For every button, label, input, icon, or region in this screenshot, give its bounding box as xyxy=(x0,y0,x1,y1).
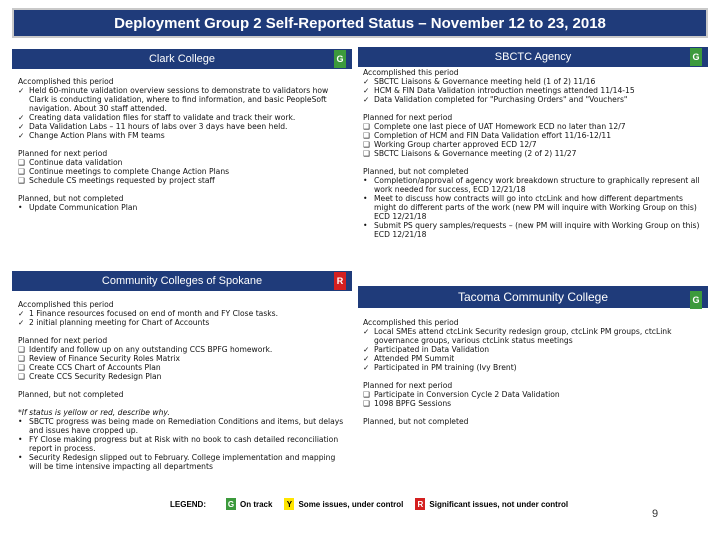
list-item xyxy=(18,435,350,453)
list-item xyxy=(18,363,350,372)
checkbox-icon: ❑ xyxy=(18,345,25,354)
legend-red-swatch: R xyxy=(415,498,425,510)
clark-accomplished-list xyxy=(18,86,350,140)
tacoma-accomplished-heading: Accomplished this period xyxy=(363,318,459,327)
list-item-text: Schedule CS meetings requested by project staff xyxy=(29,176,215,185)
page-title xyxy=(12,8,708,38)
spokane-planned-list xyxy=(18,345,350,381)
clark-college-body xyxy=(18,77,350,212)
list-item xyxy=(363,354,705,363)
bullet-icon: • xyxy=(363,194,368,203)
tacoma-header xyxy=(358,286,708,308)
spokane-title: Community Colleges of Spokane xyxy=(101,275,263,287)
list-item-text: Meet to discuss how contracts will go into ctcLink and how different departments might do different parts of the work (new PM will inquire with Working Group on this) ECD 12/21/18 xyxy=(374,194,697,221)
spokane-status-note: *If status is yellow or red, describe why. xyxy=(18,408,170,417)
checkbox-icon: ❑ xyxy=(18,372,25,381)
bullet-icon: • xyxy=(18,203,23,212)
list-item-text: Local SMEs attend ctcLink Security redesign group, ctcLink PM groups, ctcLink governance groups, various ctcLink status meetings xyxy=(374,327,672,345)
list-item-text: SBCTC Liaisons & Governance meeting (2 of 2) 11/27 xyxy=(374,149,577,158)
legend-red-text: Significant issues, not under control xyxy=(429,499,569,509)
check-icon: ✓ xyxy=(18,113,25,122)
tacoma-status-badge xyxy=(690,291,702,309)
check-icon: ✓ xyxy=(18,309,25,318)
spokane-status-text: R xyxy=(336,276,344,286)
checkbox-icon: ❑ xyxy=(363,131,370,140)
list-item-text: Working Group charter approved ECD 12/7 xyxy=(374,140,537,149)
check-icon: ✓ xyxy=(363,77,370,86)
list-item-text: Security Redesign slipped out to February. College implementation and mapping will be time intensive impacting all departments xyxy=(29,453,336,471)
list-item xyxy=(18,86,350,113)
list-item-text: 2 initial planning meeting for Chart of Accounts xyxy=(29,318,210,327)
clark-status-badge xyxy=(334,50,346,68)
tacoma-notcompleted-heading: Planned, but not completed xyxy=(363,417,469,426)
spokane-notes-list xyxy=(18,417,350,471)
clark-planned-heading: Planned for next period xyxy=(18,149,108,158)
list-item-text: Participated in Data Validation xyxy=(374,345,490,354)
list-item-text: Change Action Plans with FM teams xyxy=(29,131,165,140)
checkbox-icon: ❑ xyxy=(363,122,370,131)
list-item-text: Attended PM Summit xyxy=(374,354,455,363)
sbctc-status-text: G xyxy=(692,52,700,62)
sbctc-notcompleted-heading: Planned, but not completed xyxy=(363,167,469,176)
list-item xyxy=(363,363,705,372)
list-item-text: Review of Finance Security Roles Matrix xyxy=(29,354,180,363)
list-item-text: Held 60-minute validation overview sessions to demonstrate to validators how Clark is conducting validation, where to find information, and basic PeopleSoft navigation. About 30 staff attended. xyxy=(29,86,329,113)
spokane-accomplished-heading: Accomplished this period xyxy=(18,300,114,309)
checkbox-icon: ❑ xyxy=(18,176,25,185)
legend-label: LEGEND: xyxy=(170,499,206,509)
list-item xyxy=(18,131,350,140)
list-item-text: Completion of HCM and FIN Data Validation effort 11/16-12/11 xyxy=(374,131,612,140)
list-item xyxy=(363,95,705,104)
list-item xyxy=(363,390,705,399)
list-item-text: 1 Finance resources focused on end of month and FY Close tasks. xyxy=(29,309,279,318)
list-item-text: Participated in PM training (Ivy Brent) xyxy=(374,363,517,372)
list-item-text: SBCTC progress was being made on Remediation Conditions and items, but delays and issues have cropped up. xyxy=(29,417,344,435)
check-icon: ✓ xyxy=(18,122,25,131)
list-item-text: SBCTC Liaisons & Governance meeting held (1 of 2) 11/16 xyxy=(374,77,596,86)
tacoma-body xyxy=(363,318,705,426)
page-title-text: Deployment Group 2 Self-Reported Status – November 12 to 23, 2018 xyxy=(114,14,606,32)
legend-green-text: On track xyxy=(240,499,273,509)
list-item-text: Update Communication Plan xyxy=(29,203,138,212)
sbctc-header xyxy=(358,47,708,67)
bullet-icon: • xyxy=(18,435,23,444)
tacoma-status-text: G xyxy=(692,295,700,305)
checkbox-icon: ❑ xyxy=(363,399,370,408)
list-item xyxy=(18,318,350,327)
sbctc-accomplished-list xyxy=(363,77,705,104)
list-item-text: FY Close making progress but at Risk with no book to cash detailed reconciliation report in process. xyxy=(29,435,339,453)
tacoma-title: Tacoma Community College xyxy=(457,290,609,304)
bullet-icon: • xyxy=(363,221,368,230)
list-item-text: Creating data validation files for staff to validate and track their work. xyxy=(29,113,296,122)
tacoma-planned-heading: Planned for next period xyxy=(363,381,453,390)
list-item-text: Complete one last piece of UAT Homework ECD no later than 12/7 xyxy=(374,122,626,131)
checkbox-icon: ❑ xyxy=(363,149,370,158)
sbctc-planned-heading: Planned for next period xyxy=(363,113,453,122)
legend-yellow-text: Some issues, under control xyxy=(298,499,404,509)
legend-yellow-swatch: Y xyxy=(284,498,294,510)
list-item-text: Continue meetings to complete Change Action Plans xyxy=(29,167,230,176)
list-item xyxy=(18,453,350,471)
legend xyxy=(170,497,580,511)
clark-college-title: Clark College xyxy=(148,53,216,65)
list-item xyxy=(18,345,350,354)
spokane-body xyxy=(18,300,350,471)
checkbox-icon: ❑ xyxy=(18,363,25,372)
checkbox-icon: ❑ xyxy=(18,158,25,167)
list-item xyxy=(18,417,350,435)
check-icon: ✓ xyxy=(18,86,25,95)
bullet-icon: • xyxy=(18,453,23,462)
list-item-text: HCM & FIN Data Validation introduction meetings attended 11/14-15 xyxy=(374,86,635,95)
list-item xyxy=(18,354,350,363)
list-item xyxy=(18,122,350,131)
list-item xyxy=(18,203,350,212)
list-item xyxy=(363,122,705,131)
spokane-accomplished-list xyxy=(18,309,350,327)
checkbox-icon: ❑ xyxy=(363,140,370,149)
spokane-notcompleted-heading: Planned, but not completed xyxy=(18,390,124,399)
list-item xyxy=(18,158,350,167)
legend-green-swatch: G xyxy=(227,499,235,509)
bullet-icon: • xyxy=(18,417,23,426)
list-item xyxy=(363,194,705,221)
check-icon: ✓ xyxy=(363,95,370,104)
spokane-header xyxy=(12,271,352,291)
clark-notcompleted-heading: Planned, but not completed xyxy=(18,194,124,203)
list-item-text: Create CCS Chart of Accounts Plan xyxy=(29,363,161,372)
list-item-text: Data Validation Labs – 11 hours of labs over 3 days have been held. xyxy=(29,122,288,131)
list-item xyxy=(363,140,705,149)
check-icon: ✓ xyxy=(18,318,25,327)
clark-college-header xyxy=(12,49,352,69)
tacoma-planned-list xyxy=(363,390,705,408)
check-icon: ✓ xyxy=(363,354,370,363)
clark-notcompleted-list xyxy=(18,203,350,212)
clark-status-text: G xyxy=(336,54,344,64)
list-item xyxy=(363,176,705,194)
list-item-text: 1098 BPFG Sessions xyxy=(374,399,452,408)
list-item-text: Create CCS Security Redesign Plan xyxy=(29,372,162,381)
list-item-text: Completion/approval of agency work breakdown structure to graphically represent all work needed for success, ECD 12/21/18 xyxy=(374,176,700,194)
list-item xyxy=(18,167,350,176)
list-item-text: Participate in Conversion Cycle 2 Data Validation xyxy=(374,390,560,399)
list-item xyxy=(363,221,705,239)
list-item xyxy=(18,372,350,381)
list-item xyxy=(363,131,705,140)
sbctc-notcompleted-list xyxy=(363,176,705,239)
check-icon: ✓ xyxy=(18,131,25,140)
sbctc-accomplished-heading: Accomplished this period xyxy=(363,68,459,77)
check-icon: ✓ xyxy=(363,363,370,372)
check-icon: ✓ xyxy=(363,327,370,336)
list-item xyxy=(363,86,705,95)
list-item-text: Data Validation completed for "Purchasing Orders" and "Vouchers" xyxy=(374,95,628,104)
list-item xyxy=(363,327,705,345)
bullet-icon: • xyxy=(363,176,368,185)
clark-planned-list xyxy=(18,158,350,185)
sbctc-planned-list xyxy=(363,122,705,158)
spokane-status-badge xyxy=(334,272,346,290)
list-item-text: Identify and follow up on any outstanding CCS BPFG homework. xyxy=(29,345,273,354)
list-item xyxy=(363,149,705,158)
list-item-text: Submit PS query samples/requests – (new PM will inquire with Working Group on this) ECD 12/21/18 xyxy=(374,221,700,239)
list-item xyxy=(363,77,705,86)
tacoma-accomplished-list xyxy=(363,327,705,372)
spokane-planned-heading: Planned for next period xyxy=(18,336,108,345)
checkbox-icon: ❑ xyxy=(18,354,25,363)
list-item xyxy=(18,176,350,185)
list-item xyxy=(363,345,705,354)
sbctc-body xyxy=(363,68,705,239)
list-item-text: Continue data validation xyxy=(29,158,123,167)
sbctc-status-badge xyxy=(690,48,702,66)
checkbox-icon: ❑ xyxy=(363,390,370,399)
list-item xyxy=(363,399,705,408)
checkbox-icon: ❑ xyxy=(18,167,25,176)
check-icon: ✓ xyxy=(363,345,370,354)
check-icon: ✓ xyxy=(363,86,370,95)
clark-accomplished-heading: Accomplished this period xyxy=(18,77,114,86)
page-number: 9 xyxy=(652,508,659,520)
sbctc-title: SBCTC Agency xyxy=(494,51,572,63)
list-item xyxy=(18,309,350,318)
list-item xyxy=(18,113,350,122)
